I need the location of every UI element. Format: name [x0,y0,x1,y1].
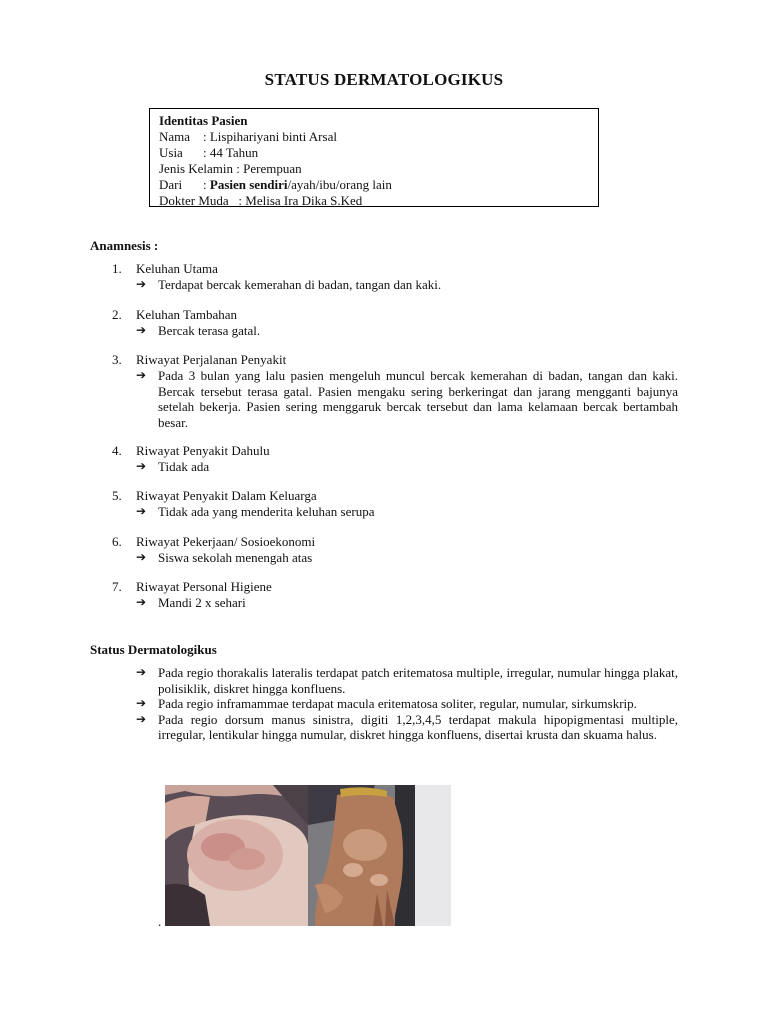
patient-identity-box [149,108,599,207]
item-text: Siswa sekolah menengah atas [158,550,313,565]
item-title: Riwayat Personal Higiene [136,579,272,594]
item-title: Riwayat Pekerjaan/ Sosioekonomi [136,534,316,549]
item-number: 6. [112,534,122,549]
identity-nama-row [159,129,598,145]
list-item [112,712,678,743]
item-number: 7. [112,579,122,594]
list-item [112,488,678,534]
nama-value: : Lispihariyani binti Arsal [203,129,337,144]
item-text: Tidak ada [158,459,210,474]
identity-dokter: Dokter Muda : Melisa Ira Dika S.Ked [159,193,363,208]
item-text: Bercak terasa gatal. [158,323,261,338]
dari-label: Dari [159,177,183,192]
item-text: Pada regio dorsum manus sinistra, digiti 1,2,3,4,5 terdapat makula hipopigmentasi multiple, irregular, lentikular hingga numular, diskret hingga konfluens, disertai krusta dan skuama halus. [158,711,678,742]
photo-hand [308,785,451,926]
item-number: 2. [112,307,122,322]
item-title: Keluhan Utama [136,261,218,276]
status-heading: Status Dermatologikus [90,642,217,657]
usia-label: Usia [159,145,183,160]
arrow-icon: ➔ [136,459,147,473]
list-item [112,352,678,443]
list-item [112,579,678,611]
photo-torso [165,785,308,926]
page-title: STATUS DERMATOLOGIKUS [264,70,504,89]
list-item [112,261,678,307]
list-item [112,534,678,579]
arrow-icon: ➔ [136,323,147,337]
trailing-dot: . [158,914,162,929]
arrow-icon: ➔ [136,550,147,564]
item-text: Tidak ada yang menderita keluhan serupa [158,504,375,519]
item-text: Terdapat bercak kemerahan di badan, tangan dan kaki. [158,277,442,292]
identity-dari-row [159,177,598,193]
dari-options: /ayah/ibu/orang lain [287,177,392,192]
list-item [112,307,678,352]
clinical-photos-svg [165,785,451,926]
item-number: 3. [112,352,122,367]
list-item [112,696,678,712]
item-title: Keluhan Tambahan [136,307,238,322]
usia-value: : 44 Tahun [203,145,259,160]
anamnesis-list [112,261,678,611]
nama-label: Nama [159,129,191,144]
item-title: Riwayat Penyakit Dalam Keluarga [136,488,317,503]
arrow-icon: ➔ [136,696,147,710]
list-item [112,665,678,696]
item-title: Riwayat Penyakit Dahulu [136,443,270,458]
identity-usia-row [159,145,598,161]
arrow-icon: ➔ [136,665,147,679]
identity-jenis-kelamin: Jenis Kelamin : Perempuan [159,161,302,176]
arrow-icon: ➔ [136,711,147,726]
list-item [112,443,678,488]
item-number: 1. [112,261,122,276]
item-text: Pada regio thorakalis lateralis terdapat patch eritematosa multiple, irregular, numular hingga plakat, polisiklik, diskret hingga konfluens. [158,665,678,696]
identity-heading: Identitas Pasien [159,113,248,128]
arrow-icon: ➔ [136,277,147,291]
dari-colon: : [203,177,207,192]
item-text: Pada 3 bulan yang lalu pasien mengeluh muncul bercak kemerahan di badan, tangan dan kaki. Bercak tersebut terasa gatal. Pasien mengaku sering berkeringat dan jarang mengganti bajunya setelah bekerja. Pasien sering menggaruk bercak tersebut dan lama kelamaan bercak bertambah besar. [158,368,678,430]
item-number: 5. [112,488,122,503]
dari-selected: Pasien sendiri [209,177,288,192]
anamnesis-heading: Anamnesis : [90,238,159,253]
item-number: 4. [112,443,122,458]
status-bullets [112,665,678,743]
item-title: Riwayat Perjalanan Penyakit [136,352,287,367]
arrow-icon: ➔ [136,504,147,518]
arrow-icon: ➔ [136,368,147,382]
clinical-photos [165,785,451,926]
item-text: Pada regio inframammae terdapat macula eritematosa soliter, regular, numular, sirkumskrip. [158,696,637,711]
arrow-icon: ➔ [136,595,147,609]
item-text: Mandi 2 x sehari [158,595,246,610]
